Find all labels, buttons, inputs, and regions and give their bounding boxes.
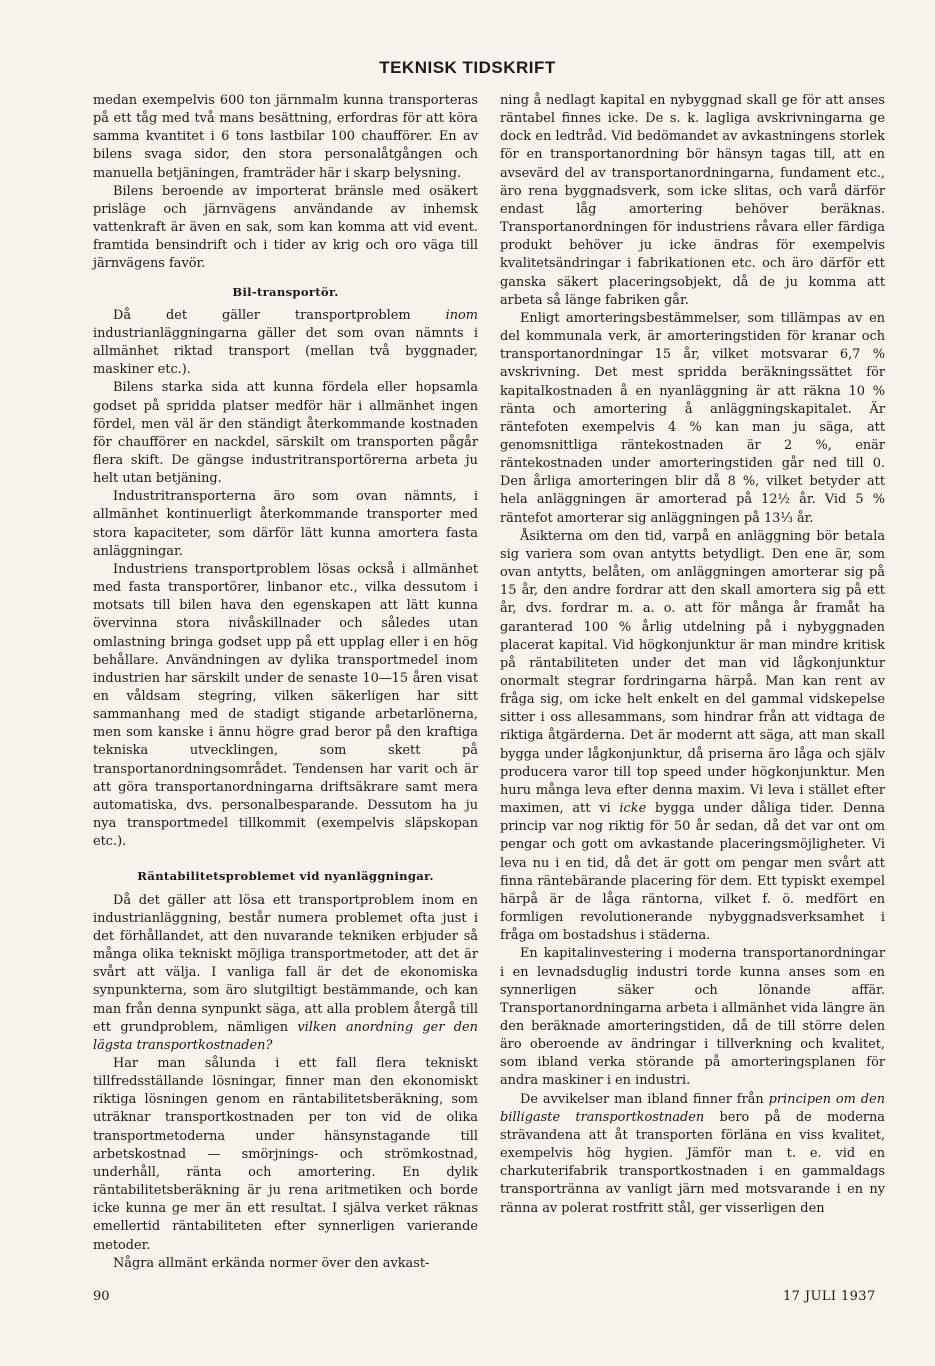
paragraph [93, 892, 478, 1055]
paragraph: Några allmänt erkända normer över den avkast- [113, 1255, 430, 1271]
left-column [93, 92, 478, 1273]
emphasis: vilken anordning ger den lägsta transportkostnaden? [93, 1019, 478, 1053]
paragraph: Industriens transportproblem lösas också i allmänhet med fasta transportörer, linbanor etc., vilka dessutom i motsats till bilen hava den egenskapen att lätt kunna övervinna stora nivåskillnader och således utan omlastning bringa godset upp på ett upplag eller i en hög behållare. Användningen av dylika transportmedel inom industrien har särskilt under de senaste 10—15 åren visat en våldsam stegring, vilken säkerligen har sitt sammanhang med de stadigt stigande arbetarlönerna, men som kanske i ännu högre grad beror på den kraftiga tekniska utvecklingen, som skett på transportanordningsområdet. Tendensen har varit och är att göra transportanordningarna driftsäkrare samt mera automatiska, dvs. personalbesparande. Dessutom ha ju nya transportmedel tillkommit (exempelvis släpskopan etc.). [93, 561, 478, 850]
paragraph: medan exempelvis 600 ton järnmalm kunna transporteras på ett tåg med två mans besättning, erfordras för att köra samma kvantitet i 6 tons lastbilar 100 chaufförer. En av bilens svaga sidor, den stora personalåtgången och manuella betjäningen, framträder här i skarp belysning. [93, 93, 478, 181]
emphasis: principen om den billigaste transportkostnaden [500, 1091, 885, 1125]
emphasis: icke [619, 801, 647, 817]
text-run: Då det gäller transportproblem [113, 307, 446, 323]
section-heading-bil-transportor: Bil-transportör. [232, 284, 339, 299]
paragraph: ning å nedlagt kapital en nybyggnad skall ge för att anses räntabel finnes icke. De s. k. lagliga avskrivningarna ge dock en ledtråd. Vid bedömandet av avkastningens storlek för en transportanordning bör hänsyn tagas till, att en avsevärd del av transportanordningarna, fundament etc., äro rena byggnadsverk, som icke slitas, och varå därför endast låg amortering behöver beräknas. Transportanordningen för industriens råvara eller färdiga produkt behöver ju icke ändras för exempelvis kvalitetsändringar i fabrikationen etc. och äro därför ett ganska säkert placeringsobjekt, då de ju komma att arbeta så länge fabriken går. [500, 93, 885, 308]
paragraph: Enligt amorteringsbestämmelser, som tillämpas av en del kommunala verk, är amorteringstiden för kranar och transportanordningar 15 år, vilket motsvarar 6,7 % avskrivning. Det mest spridda beräkningssättet för kapitalkostnaden å en nyanläggning är att räkna 10 % ränta och amortering å anläggningskapitalet. Är räntefoten exempelvis 4 % kan man ju säga, att genomsnittliga räntekostnaden är 2 %, enär räntekostnaden under amorteringstiden går ned till 0. Den årliga amorteringen blir då 8 %, vilket betyder att hela anläggningen är amorterad på 12½ år. Vid 5 % räntefot amorterar sig anläggningen på 13⅓ år. [500, 310, 885, 526]
paragraph [93, 307, 478, 380]
text-run: Då det gäller att lösa ett transportproblem inom en industrianläggning, består numera problemet ofta just i det förhållandet, att den nuvarande tekniken erbjuder så många olika tekniskt möjliga transportmetoder, att det är svårt att välja. I vanliga fall är det de ekonomiska synpunkterna, som äro slutgiltigt bestämmande, och kan man från denna synpunkt säga, att alla problem återgå till ett grundproblem, nämligen [93, 892, 478, 1035]
paragraph [500, 1091, 885, 1218]
text-run: Åsikterna om den tid, varpå en anläggning bör betala sig variera som ovan antytts betydligt. Den ene är, som ovan antytts, belåten, om anläggningen amorterar sig på 15 år, den andre fordrar att den skall amortera sig på ett år, dvs. fordrar m. a. o. att för många år framåt ha garanterad 100 % årlig utdelning på i nybyggnaden placerat kapital. Vid högkonjunktur är man mindre kritisk på räntabiliteten under det man vid lågkonjunktur onormalt stegrar fordringarna härpå. Man kan rent av fråga sig, om icke helt enkelt en del gammal vidskepelse sitter i oss allesammans, som hindrar från att vidtaga de riktiga åtgärderna. Det är modernt att säga, att man skall bygga under lågkonjunktur, då priserna äro låga och själv producera varor till top speed under högkonjunktur. Men huru många leva efter denna maxim. Vi leva i stället efter maximen, att vi [500, 528, 885, 817]
section-heading-rantabilitet: Räntabilitetsproblemet vid nyanläggningar. [137, 869, 434, 884]
journal-title: TEKNISK TIDSKRIFT [379, 58, 556, 77]
paragraph: Bilens starka sida att kunna fördela eller hopsamla godset på spridda platser medför här i allmänhet ingen fördel, men väl är den ständigt återkommande kostnaden för chaufförer en nackdel, särskilt om transporten pågår flera skift. De gängse industritransportörerna arbeta ju helt utan betjäning. [93, 380, 478, 487]
paragraph: En kapitalinvestering i moderna transportanordningar i en levnadsduglig industri torde kunna anses som en synnerligen säker och lönande affär. Transportanordningarna arbeta i allmänhet vida längre än den beräknade amorteringstiden, då de till större delen äro oberoende av ändringar i tillverkning och kvalitet, som ibland verka störande på amorteringsplanen för andra maskiner i en industri. [500, 946, 885, 1089]
paragraph: Industritransporterna äro som ovan nämnts, i allmänhet kontinuerligt återkommande transporter med stora kapaciteter, som därför lätt kunna amortera fasta anläggningar. [93, 489, 478, 559]
paragraph: Bilens beroende av importerat bränsle med osäkert prisläge och järnvägens användande av inhemsk vattenkraft är även en sak, som kan komma att vid event. framtida bensindrift och i tider av krig och oro väga till järnvägens favör. [93, 183, 478, 272]
text-run: De avvikelser man ibland finner från [520, 1091, 769, 1107]
issue-date: 17 JULI 1937 [783, 1289, 876, 1304]
page-number: 90 [93, 1289, 110, 1304]
paragraph: Har man sålunda i ett fall flera tekniskt tillfredsställande lösningar, finner man den ekonomiskt riktiga lösningen genom en räntabilitetsberäkning, som uträknar transportkostnaden per ton vid de olika transportmetoderna under hänsynstagande till arbetskostnad — smörjnings- och strömkostnad, underhåll, ränta och amortering. En dylik räntabilitetsberäkning är ju rena aritmetiken och borde icke kunna ge mer än ett resultat. I själva verket räknas emellertid räntabiliteten efter synnerligen varierande metoder. [93, 1055, 478, 1253]
emphasis: inom [445, 307, 478, 323]
text-run: industrianläggningarna gäller det som ovan nämnts i allmänhet riktad transport (mellan två byggnader, maskiner etc.). [93, 325, 478, 378]
paragraph [500, 528, 885, 946]
text-run: bero på de moderna strävandena att åt transporten förläna en viss kvalitet, exempelvis hög hygien. Jämför man t. e. vid en charkuterifabrik transportkostnaden i en gammaldags transportränna av vanligt järn med motsvarande i en ny ränna av polerat rostfritt stål, ger visserligen den [500, 1109, 885, 1216]
text-run: bygga under dåliga tider. Denna princip var nog riktig för 50 år sedan, då det var ont om pengar och gott om avkastande placeringsmöjligheter. Vi leva nu i en tid, då det är gott om pengar men svårt att finna räntebärande placering för dem. Ett typiskt exempel härpå är de låga räntorna, vilket f. ö. medfört en formligen revolutionerande nybyggnadsverksamhet i fråga om bostadshus i städerna. [500, 801, 886, 944]
right-column [500, 92, 885, 1218]
